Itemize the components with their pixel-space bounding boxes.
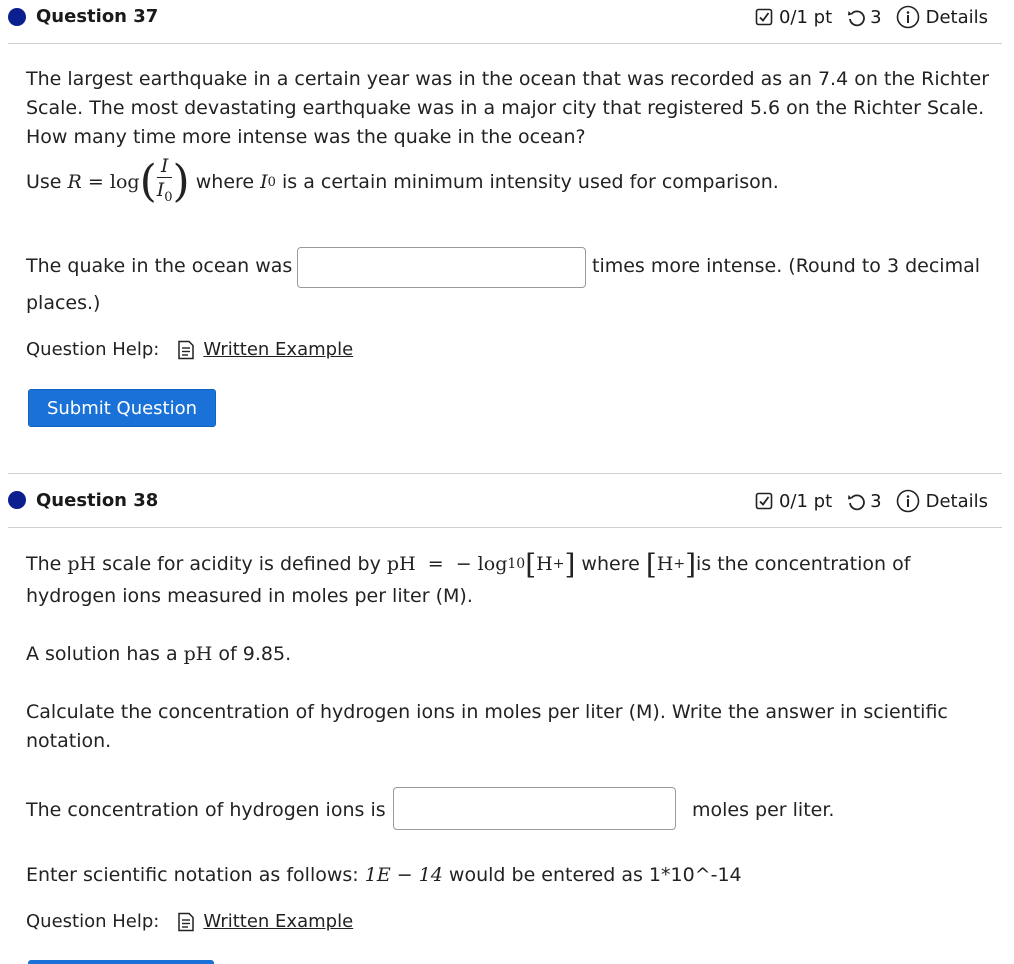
checkbox-check-icon bbox=[755, 492, 773, 510]
retry-icon bbox=[846, 8, 864, 26]
question-meta bbox=[755, 489, 988, 513]
answer-suffix-cont: places.) bbox=[26, 292, 101, 314]
score-text: 0/1 pt bbox=[778, 6, 833, 28]
question-meta bbox=[755, 5, 988, 29]
details-link[interactable]: Details bbox=[925, 490, 988, 512]
retries-count: 3 bbox=[870, 6, 882, 28]
sci-notation-hint: Enter scientific notation as follows: 1E − 14 would be entered as 1*10^-14 bbox=[26, 864, 742, 886]
divider bbox=[8, 527, 1002, 528]
answer-prefix: The concentration of hydrogen ions is bbox=[26, 799, 386, 821]
solution-line: A solution has a pH of 9.85. bbox=[26, 643, 292, 665]
ph-definition-cont: hydrogen ions measured in moles per liter (M). bbox=[26, 585, 473, 607]
formula-line: Use R = log ( $\frac{I}{I_0}$ ) where I 0 is a certain minimum intensity used for comparison. bbox=[26, 155, 779, 210]
checkbox-check-icon bbox=[755, 8, 773, 26]
submit-question-button[interactable]: Submit Question bbox=[28, 389, 216, 427]
info-icon[interactable] bbox=[896, 489, 920, 513]
divider bbox=[8, 473, 1002, 474]
answer-input[interactable] bbox=[297, 247, 586, 288]
question-help: Question Help: Written Example bbox=[26, 911, 354, 932]
formula-fraction: $\frac{I}{I_0}$ bbox=[156, 155, 173, 205]
written-example-link[interactable]: Written Example bbox=[203, 339, 354, 360]
retry-icon bbox=[846, 492, 864, 510]
document-icon bbox=[177, 912, 195, 932]
ph-definition-line: The pH scale for acidity is defined by pH = − log 10 [ H + ] where [ H + ] is the concentration of bbox=[26, 548, 911, 581]
answer-input[interactable] bbox=[393, 787, 676, 830]
question-title: Question 38 bbox=[36, 490, 159, 511]
retries-count: 3 bbox=[870, 490, 882, 512]
submit-question-button-partial[interactable] bbox=[28, 960, 214, 964]
score-text: 0/1 pt bbox=[778, 490, 833, 512]
question-status-dot bbox=[8, 491, 26, 509]
document-icon bbox=[177, 340, 195, 360]
answer-prefix: The quake in the ocean was bbox=[26, 255, 293, 277]
divider bbox=[8, 43, 1002, 44]
details-link[interactable]: Details bbox=[925, 6, 988, 28]
answer-suffix: moles per liter. bbox=[692, 799, 835, 821]
question-text: The largest earthquake in a certain year was in the ocean that was recorded as an 7.4 on the Richter Scale. The most devastating earthquake was in a major city that registered 5.6 on the Richter Scale. How many time more intense was the quake in the ocean? bbox=[26, 68, 990, 148]
question-title: Question 37 bbox=[36, 6, 159, 27]
question-help: Question Help: Written Example bbox=[26, 339, 354, 360]
question-status-dot bbox=[8, 8, 26, 26]
info-icon[interactable] bbox=[896, 5, 920, 29]
answer-suffix: times more intense. (Round to 3 decimal bbox=[592, 255, 981, 277]
calculate-instructions: Calculate the concentration of hydrogen ions in moles per liter (M). Write the answer in scientific notation. bbox=[26, 701, 948, 752]
written-example-link[interactable]: Written Example bbox=[203, 911, 354, 932]
